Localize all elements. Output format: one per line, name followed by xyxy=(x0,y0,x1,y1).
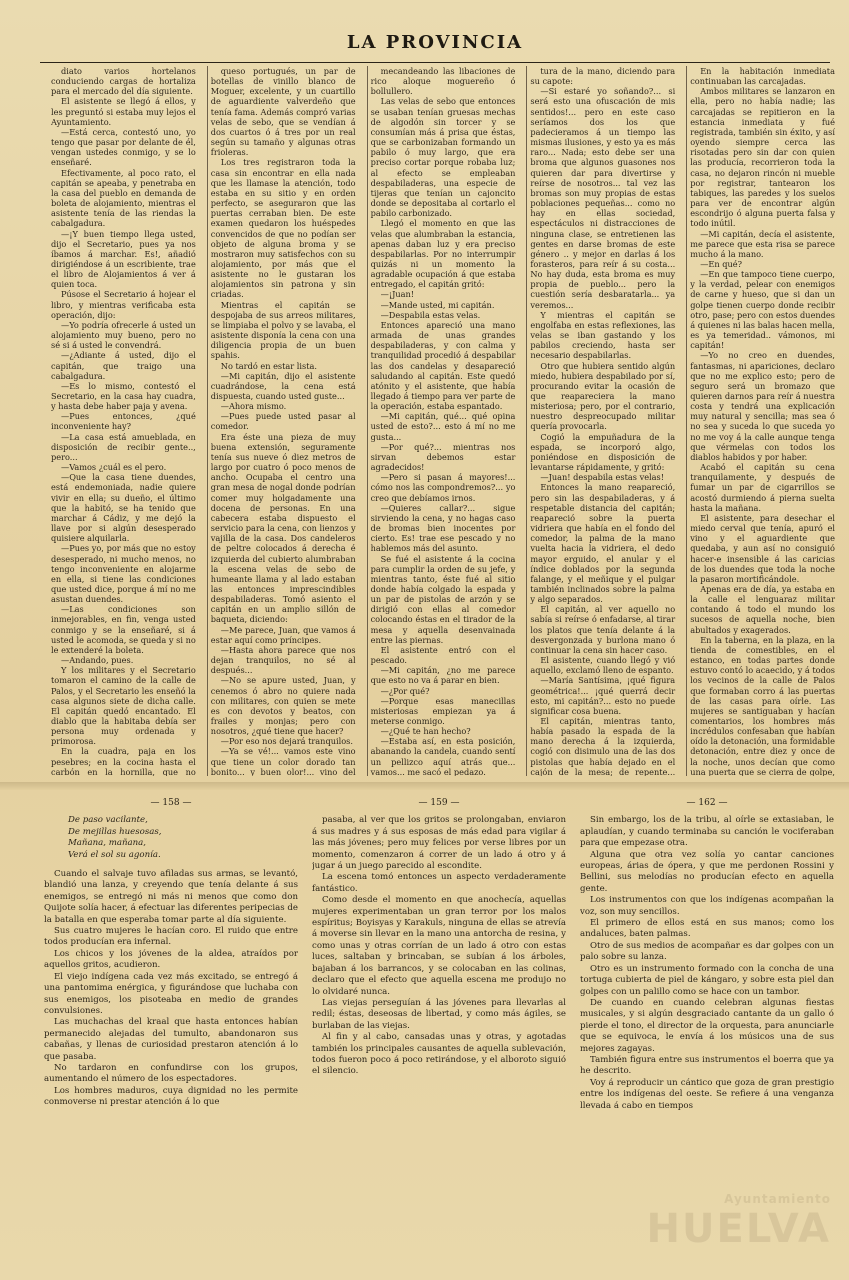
paragraph: —Pues puede usted pasar al comedor. xyxy=(210,411,356,432)
paragraph: —Mande usted, mi capitán. xyxy=(380,299,495,310)
paragraph: —La casa está amueblada, en disposición de recibir gente.., pero... xyxy=(51,431,196,462)
paragraph: Las velas de sebo que entonces se usaban tenían gruesas mechas de algodón sin torcer y se consumían más á prisa que éstas, que se carbonizaban formando un pabilo ó muy largo, que era preciso cortar porque robaba luz; al efecto se empleaban despabiladeras, una especie de tijeras que tenían un cajoncito donde se depositaba al cortarlo el pabilo carbonizado. xyxy=(370,96,516,219)
paragraph: —En qué? xyxy=(700,258,742,269)
paragraph: —Mi capitán, ¿no me parece que esto no va á parar en bien. xyxy=(370,665,516,686)
paragraph: El viejo indígena cada vez más excitado, se entregó á una pantomima enérgica, y figurándose que luchaba con sus enemigos, los pisoteaba en medio de grandes convulsiones. xyxy=(44,971,298,1016)
paragraph: Acabó el capitán su cena tranquilamente, y después de fumar un par de cigarrillos se acostó durmiendo á pierna suelta hasta la mañana. xyxy=(690,462,835,513)
paragraph: —Las condiciones son inmejorables, en fin, venga usted conmigo y se la enseñaré, si á usted le acomoda, se queda y si no le extenderé la boleta. xyxy=(51,604,196,655)
paragraph: —Si estaré yo soñando?... si será esto una ofuscación de mis sentidos!... pero en este caso seríamos dos los que padecieramos á un tiempo las mismas ilusiones, y esto ya es más raro... Nada; esto debe ser una broma que algunos guasones nos quieren dar para divertirse y reírse de nosotros... tal vez las bromas son muy propias de estas poblaciones pequeñas... como no hay en ellas sociedad, espectáculos ni distracciones de ninguna clase, se entretienen las gentes en darse bromas de este género .. y mejor en darlas á los forasteros, para reír á su costa... No hay duda, esta broma es muy propia de pueblo... pero la cuestión sería desbaratarla... ya veremos... xyxy=(530,86,676,310)
paragraph: Cogió la empuñadura de la espada, se incorporó algo, poniéndose en disposición de levantarse rápidamente, y gritó: xyxy=(530,431,676,473)
column-3 xyxy=(367,66,519,776)
paragraph: —Me parece, Juan, que vamos á estar aquí como príncipes. xyxy=(210,624,356,645)
paragraph: —Está cerca, contestó uno, yo tengo que pasar por delante de él, vengan ustedes conmigo, y se lo enseñaré. xyxy=(51,126,196,168)
paragraph: —Quieres callar?... sigue sirviendo la cena, y no hagas caso de bromas bien inocentes por cierto. Es! trae ese pescado y no hablemos más del asunto. xyxy=(370,502,516,554)
paragraph: Los hombres maduros, cuya dignidad no les permite conmoverse ni prestar atención á lo que xyxy=(44,1085,298,1108)
paragraph: Y los militares y el Secretario tomaron el camino de la calle de Palos, y el Secretario les enseñó la casa algunos siete de dicha calle. El capitán quedó encantado. El diablo que la habitaba debía ser persona muy ordenada y primorosa. xyxy=(51,665,196,747)
paragraph: —Hasta ahora parece que nos dejan tranquilos, no sé al después... xyxy=(210,644,356,676)
paragraph: El asistente entró con el pescado. xyxy=(370,644,516,666)
lower-column-middle xyxy=(312,798,566,1268)
paragraph: Al fin y al cabo, cansadas unas y otras, y agotadas también los principales causantes de aquella sublevación, todos fueron poco á poco retirándose, y el alboroto siguió el silencio. xyxy=(312,1032,566,1077)
paragraph: Las muchachas del kraal que hasta entonces habían permanecido alejadas del tumulto, abandonaron sus cabañas, y llenas de curiosidad prestaron atención á lo que pasaba. xyxy=(44,1017,298,1062)
paragraph: El primero de ellos está en sus manos; como los andaluces, baten palmas. xyxy=(580,918,834,940)
paragraph: El asistente, para desechar el miedo cerval que tenía, apuró el vino y el aguardiente que quedaba, y aun así no consiguió hacer-e insensible á las caricias de los duendes que toda la noche la pasaron mortificándole. xyxy=(690,512,835,584)
page-fold xyxy=(0,782,849,790)
paragraph: queso portugués, un par de botellas de vinillo blanco de Moguer, excelente, y un cuartillo de aguardiente valverdeño que tenía fama. Además compró varias velas de sebo, que se vendían á dos cuartos ó á tres por un real según su tamaño y algunas otras frioleras. xyxy=(210,66,356,158)
paragraph: —¿Adiante á usted, dijo el capitán, que traigo una cabalgadura. xyxy=(51,350,196,381)
paragraph: Los tres registraron toda la casa sin encontrar en ella nada que les llamase la atención, todo estaba en su sitio y en orden perfecto, se aseguraron que las puertas cerraban bien. De este examen quedaron los huéspedes convencidos de que no podían ser objeto de alguna broma y se mostraron muy satisfechos con su alojamiento, por más que el asistente no le gustaran los alojamientos sin patrona y sin criadas. xyxy=(210,157,356,300)
paragraph: Púsose el Secretario á hojear el libro, y mientras verificaba esta operación, dijo: xyxy=(51,289,196,320)
paragraph: Sin embargo, los de la tribu, al oírle se extasiaban, le aplaudían, y cuando terminaba su canción le vociferaban para que empezase otra. xyxy=(580,815,834,849)
paragraph: Cuando el salvaje tuvo afiladas sus armas, se levantó, blandió una lanza, y creyendo que tenía delante á sus enemigos, se entregó ni más ni menos que como don Quijote solía hacer, á efectuar las diferentes peripecias de la batalla en que esperaba tomar parte al día siguiente. xyxy=(44,869,298,925)
paragraph: De cuando en cuando celebran algunas fiestas musicales, y si algún desgraciado cantante da un gallo ó pierde el tono, el director de la orquesta, para anunciarle que se equivoca, le envía á los músicos una de sus mejores zagayas. xyxy=(580,997,834,1054)
column-2 xyxy=(207,66,359,776)
paragraph: —María Santísima, ¡qué figura geométrica!... ¡qué querrá decir esto, mi capitán?... esto no puede significar cosa buena. xyxy=(530,675,676,716)
paragraph: En la taberna, en la plaza, en la tienda de comestibles, en el estanco, en todas partes donde estuvo contó lo acaecido, y á todos los vecinos de la calle de Palos que formaban corro á las puertas de las casas para oírle. Las mujeres se santiguaban y hacían comentarios, los hombres más incrédulos confesaban que habían oído la detonación, una formidable detonación, entre diez y once de la noche, unos decían que como una puerta que se cierra de golpe, xyxy=(690,634,835,776)
paragraph: —Pues yo, por más que no estoy desesperado, ni mucho menos, no tengo inconveniente en alojarme en ella, si tiene las condiciones que usted dice, porque á mí no me asustan duendes. xyxy=(51,543,196,605)
paragraph: El capitán, al ver aquello no sabía si reírse ó enfadarse, al tirar los platos que tenía delante á la desvergonzada y burlona mano ó continuar la cena sin hacer caso. xyxy=(530,604,676,655)
upper-section xyxy=(48,66,838,776)
paragraph: También figura entre sus instrumentos el boerra que ya he descrito. xyxy=(580,1054,834,1077)
paragraph: —Yo no creo en duendes, fantasmas, ni apariciones, declaro que no me explico esto; pero de seguro será un bromazo que quieren darnos para reír á nuestra costa y tendrá una explicación muy natural y sencilla; mas sea ó no sea y suceda lo que suceda yo no me voy á la calle aunque tenga que vérmelas con todos los diablos habidos y por haber. xyxy=(690,350,835,462)
paragraph: El asistente, cuando llegó y vió aquello, exclamó lleno de espanto. xyxy=(530,655,676,676)
paragraph: —Despabila estas velas. xyxy=(380,309,481,320)
paragraph: tura de la mano, diciendo para su capote: xyxy=(530,66,676,87)
paragraph: —¡Juan! xyxy=(380,289,415,300)
paragraph: En la habitación inmediata continuaban las carcajadas. xyxy=(690,66,835,87)
paragraph: —Por qué?... mientras nos sirvan debemos estar agradecidos! xyxy=(370,441,516,473)
verse-line: De mejillas huesosas, xyxy=(68,826,162,837)
paragraph: mecandeando las libaciones de rico aloque moguereño ó bollullero. xyxy=(370,66,516,97)
paragraph: No tardó en estar lista. xyxy=(220,360,318,371)
paragraph: Alguna que otra vez solía yo cantar canciones europeas, árias de ópera, y que me perdonen Rossini y Bellini, sus melodías no producían efecto en aquella gente. xyxy=(580,849,834,894)
paragraph: —Vamos ¿cuál es el pero. xyxy=(61,462,167,473)
paragraph: Otro de sus medios de acompañar es dar golpes con un palo sobre su lanza. xyxy=(580,940,834,963)
column-5 xyxy=(686,66,838,776)
paragraph: diato varios hortelanos conduciendo cargas de hortaliza para el mercado del día siguiente. xyxy=(51,66,196,97)
page-number: — 159 — xyxy=(418,798,460,808)
paragraph: Ambos militares se lanzaron en ella, pero no había nadie; las carcajadas se repitieron en la estancia inmediata y fué registrada, también sin éxito, y así oyendo siempre cerca las risotadas pero sin dar con quien las producía, recorrieron toda la casa, no dejaron rincón ni mueble por registrar, tantearon los tabiques, las paredes y los suelos para ver de encontrar algún escondrijo ó alguna puerta falsa y todo inútil. xyxy=(690,86,835,229)
paragraph: pasaba, al ver que los gritos se prolongaban, enviaron á sus madres y á sus esposas de más edad para vigilar á las más jóvenes; pero muy felices por verse libres por un momento, comenzaron á correr de un lado á otro y á jugar á un juego parecido al escondite. xyxy=(312,815,566,872)
paragraph: El capitán, mientras tanto, había pasado la espada de la mano derecha á la izquierda, cogió con disimulo una de las dos pistolas que había dejado en el cajón de la mesa; de repente... xyxy=(530,716,676,776)
paragraph: El asistente se llegó á ellos, y les preguntó si estaba muy lejos el Ayuntamiento. xyxy=(51,96,196,127)
paragraph: —Que la casa tiene duendes, está endemoniada, nadie quiere vivir en ella; su dueño, el último que la habitó, se ha tenido que marchar á Cádiz, y me dejó la llave por si algún desesperado quisiere alquilarla. xyxy=(51,472,196,544)
paragraph: —Por eso nos dejará tranquilos. xyxy=(220,736,353,747)
paragraph: —Pues entonces, ¿qué inconveniente hay? xyxy=(51,411,196,432)
watermark-small-text: Ayuntamiento xyxy=(724,1192,831,1206)
paragraph: —Mi capitán, dijo el asistente cuadrándose, la cena está dispuesta, cuando usted guste... xyxy=(210,370,356,401)
paragraph: Entonces la mano reapareció, pero sin las despabiladeras, y á respetable distancia del capitán; reapareció sobre la puerta vidriera que había en el fondo del comedor, la palma de la mano vuelta hacia la vidriera, el dedo mayor erguido, el anular y el índice doblados por la segunda falange, y el meñique y el pulgar también inclinados sobre la palma y algo separados. xyxy=(530,482,676,605)
paragraph: Efectivamente, al poco rato, el capitán se apeaba, y penetraba en la casa del pueblo en demanda de boleta de alojamiento, mientras el asistente tenía de las riendas la cabalgadura. xyxy=(51,167,196,229)
paragraph: Mientras el capitán se despojaba de sus arreos militares, se limpiaba el polvo y se lavaba, el asistente disponía la cena con una diligencia propia de un buen spahis. xyxy=(210,299,356,361)
lower-column-left xyxy=(44,798,298,1268)
paragraph: —Porque esas manecillas misteriosas empiezan ya á meterse conmigo. xyxy=(370,695,516,726)
paragraph: —¡Y buen tiempo llega usted, dijo el Secretario, pues ya nos íbamos á marchar. Es!, añadió dirigiéndose á un escribiente, trae el libro de Alojamientos á ver á quien toca. xyxy=(51,228,196,290)
paragraph: Era éste una pieza de muy buena extensión, seguramente tenía sus nueve ó diez metros de largo por cuatro ó poco menos de ancho. Ocupaba el centro una gran mesa de nogal donde podrían comer muy holgadamente una docena de personas. En una cabecera estaba dispuesto el servicio para la cena, con lienzos y vajilla de la casa. Dos candeleros de peltre colocados á derecha é izquierda del cubierto alumbraban la escena velas de sebo de humeante llama y al lado estaban las entonces imprescindibles despabiladeras. Tomó asiento el capitán en un amplio sillón de baqueta, diciendo: xyxy=(210,431,356,625)
paragraph: Entonces apareció una mano armada de unas grandes despabiladeras, y con calma y tranquilidad procedió á despabilar las dos candelas y desapareció saludando al capitán. Este quedó atónito y el asistente, que había llegado á tiempo para ver parte de la operación, estaba espantado. xyxy=(370,319,516,412)
paragraph: Las viejas perseguían á las jóvenes para llevarlas al redil; éstas, deseosas de libertad, y como más ágiles, se burlaban de las viejas. xyxy=(312,997,566,1031)
paragraph: Y mientras el capitán se engolfaba en estas reflexiones, las velas se iban gastando y los pabilos creciendo, hasta ser necesario despabilarlas. xyxy=(530,309,676,361)
paragraph: —Mi capitán, qué... qué opina usted de esto?... esto á mí no me gusta... xyxy=(370,411,516,442)
paragraph: —Estaba así, en esta posición, abanando la candela, cuando sentí un pellizco aquí atrás que... vamos... me sacó el pedazo. xyxy=(370,736,516,776)
paragraph: —Ahora mismo. xyxy=(220,401,287,412)
page-number: — 162 — xyxy=(686,798,728,808)
paragraph: —En que tampoco tiene cuerpo, y la verdad, pelear con enemigos de carne y hueso, que si dan un golpe tienen cuerpo donde recibir otro, pase; pero con estos duendes á quienes ni las balas hacen mella, es ya temeridad.. vámonos, mi capitán! xyxy=(690,269,835,351)
watermark-main-text: HUELVA xyxy=(646,1206,831,1252)
paragraph: Otro que hubiera sentido algún miedo, hubiera despabilado por sí, procurando evitar la ocasión de que reapareciera la mano misteriosa; pero, por el contrario, nuestro despreocupado militar quería provocarla. xyxy=(530,360,676,432)
paragraph: Sus cuatro mujeres le hacían coro. El ruido que entre todos producían era infernal. xyxy=(44,926,298,948)
paragraph: —Andando, pues. xyxy=(61,655,134,666)
verse-line: De paso vacilante, xyxy=(68,815,148,826)
paragraph: —Es lo mismo, contestó el Secretario, en la casa hay cuadra, y hasta debe haber paja y avena. xyxy=(51,380,196,412)
page-number: — 158 — xyxy=(150,798,192,808)
verse-line: Verá el sol su agonía. xyxy=(68,849,161,860)
paragraph: Llegó el momento en que las velas que alumbraban la estancia, apenas daban luz y era preciso despabilarlas. Por no interrumpir quizás ni un momento la agradable ocupación á que estaba entregado, el capitán gritó: xyxy=(370,218,516,290)
paragraph: Los instrumentos con que los indígenas acompañan la voz, son muy sencillos. xyxy=(580,895,834,917)
newspaper-title: LA PROVINCIA xyxy=(346,32,524,53)
paragraph: No tardaron en confundirse con los grupos, aumentando el número de los espectadores. xyxy=(44,1062,298,1085)
paragraph: —¿Por qué? xyxy=(380,685,430,696)
paragraph: —Juan! despabila estas velas! xyxy=(540,472,665,483)
paragraph: —Mi capitán, decía el asistente, me parece que esta risa se parece mucho á la mano. xyxy=(690,228,835,259)
paragraph: La escena tomó entonces un aspecto verdaderamente fantástico. xyxy=(312,872,566,894)
column-4 xyxy=(526,66,678,776)
paragraph: Como desde el momento en que anochecía, aquellas mujeres experimentaban un gran terror por los malos espíritus; Boyisyas y Karakuls, ninguna de ellas se atrevía á moverse sin llevar en la mano una antorcha de resina, y como unas y otras corrían de un lado á otro con estas luces, saltaban y brincaban, se subían á los árboles, bajaban á los barrancos, y se colocaban en las colinas, declaro que el efecto que aquella escena me produjo no lo olvidaré nunca. xyxy=(312,895,566,997)
paragraph: Los chicos y los jóvenes de la aldea, atraídos por aquellos gritos, acudieron. xyxy=(44,948,298,971)
verse xyxy=(44,815,298,861)
archive-watermark xyxy=(591,1192,831,1262)
paragraph: Voy á reproducir un cántico que goza de gran prestigio entre los indígenas del oeste. Se refiere á una venganza llevada á cabo en tiempos xyxy=(580,1077,834,1111)
paragraph: —¿Qué te han hecho? xyxy=(380,726,471,737)
column-1 xyxy=(48,66,199,776)
verse-line: Mañana, mañana, xyxy=(68,838,147,849)
paragraph: —Yo podría ofrecerle á usted un alojamiento muy bueno, pero no sé si á usted le convendrá. xyxy=(51,319,196,351)
masthead-rule xyxy=(40,62,830,63)
paragraph: Se fué el asistente á la cocina para cumplir la orden de su jefe, y mientras tanto, éste fué al sitio donde había colgado la espada y un par de pistolas de arzón y se dirigió con ellas al comedor colocando éstas en el tirador de la mesa y aquella desenvainada entre las piernas. xyxy=(370,553,516,645)
paragraph: Otro es un instrumento formado con la concha de una tortuga cubierta de piel de kángaro, y sobre esta piel dan golpes con un palillo como se hace con un tambor. xyxy=(580,963,834,997)
paragraph: —Ya se vé!... vamos este vino que tiene un color dorado tan bonito... y buen olor!... vino del xyxy=(210,746,356,776)
paragraph: Apenas era de día, ya estaba en la calle el lenguaraz militar contando á todo el mundo los sucesos de aquella noche, bien abultados y exagerados. xyxy=(690,583,835,635)
paragraph: —Pero si pasan á mayores!... cómo nos las compondremos?... yo creo que debíamos irnos. xyxy=(370,472,516,503)
paragraph: —No se apure usted, Juan, y cenemos ó abro no quiere nada con militares, con quien se mete es con devotos y beatos, con frailes y monjas; pero con nosotros, ¿qué tiene que hacer? xyxy=(210,675,356,737)
paragraph: En la cuadra, paja en los pesebres; en la cocina hasta el carbón en la hornilla, que no xyxy=(51,746,196,776)
